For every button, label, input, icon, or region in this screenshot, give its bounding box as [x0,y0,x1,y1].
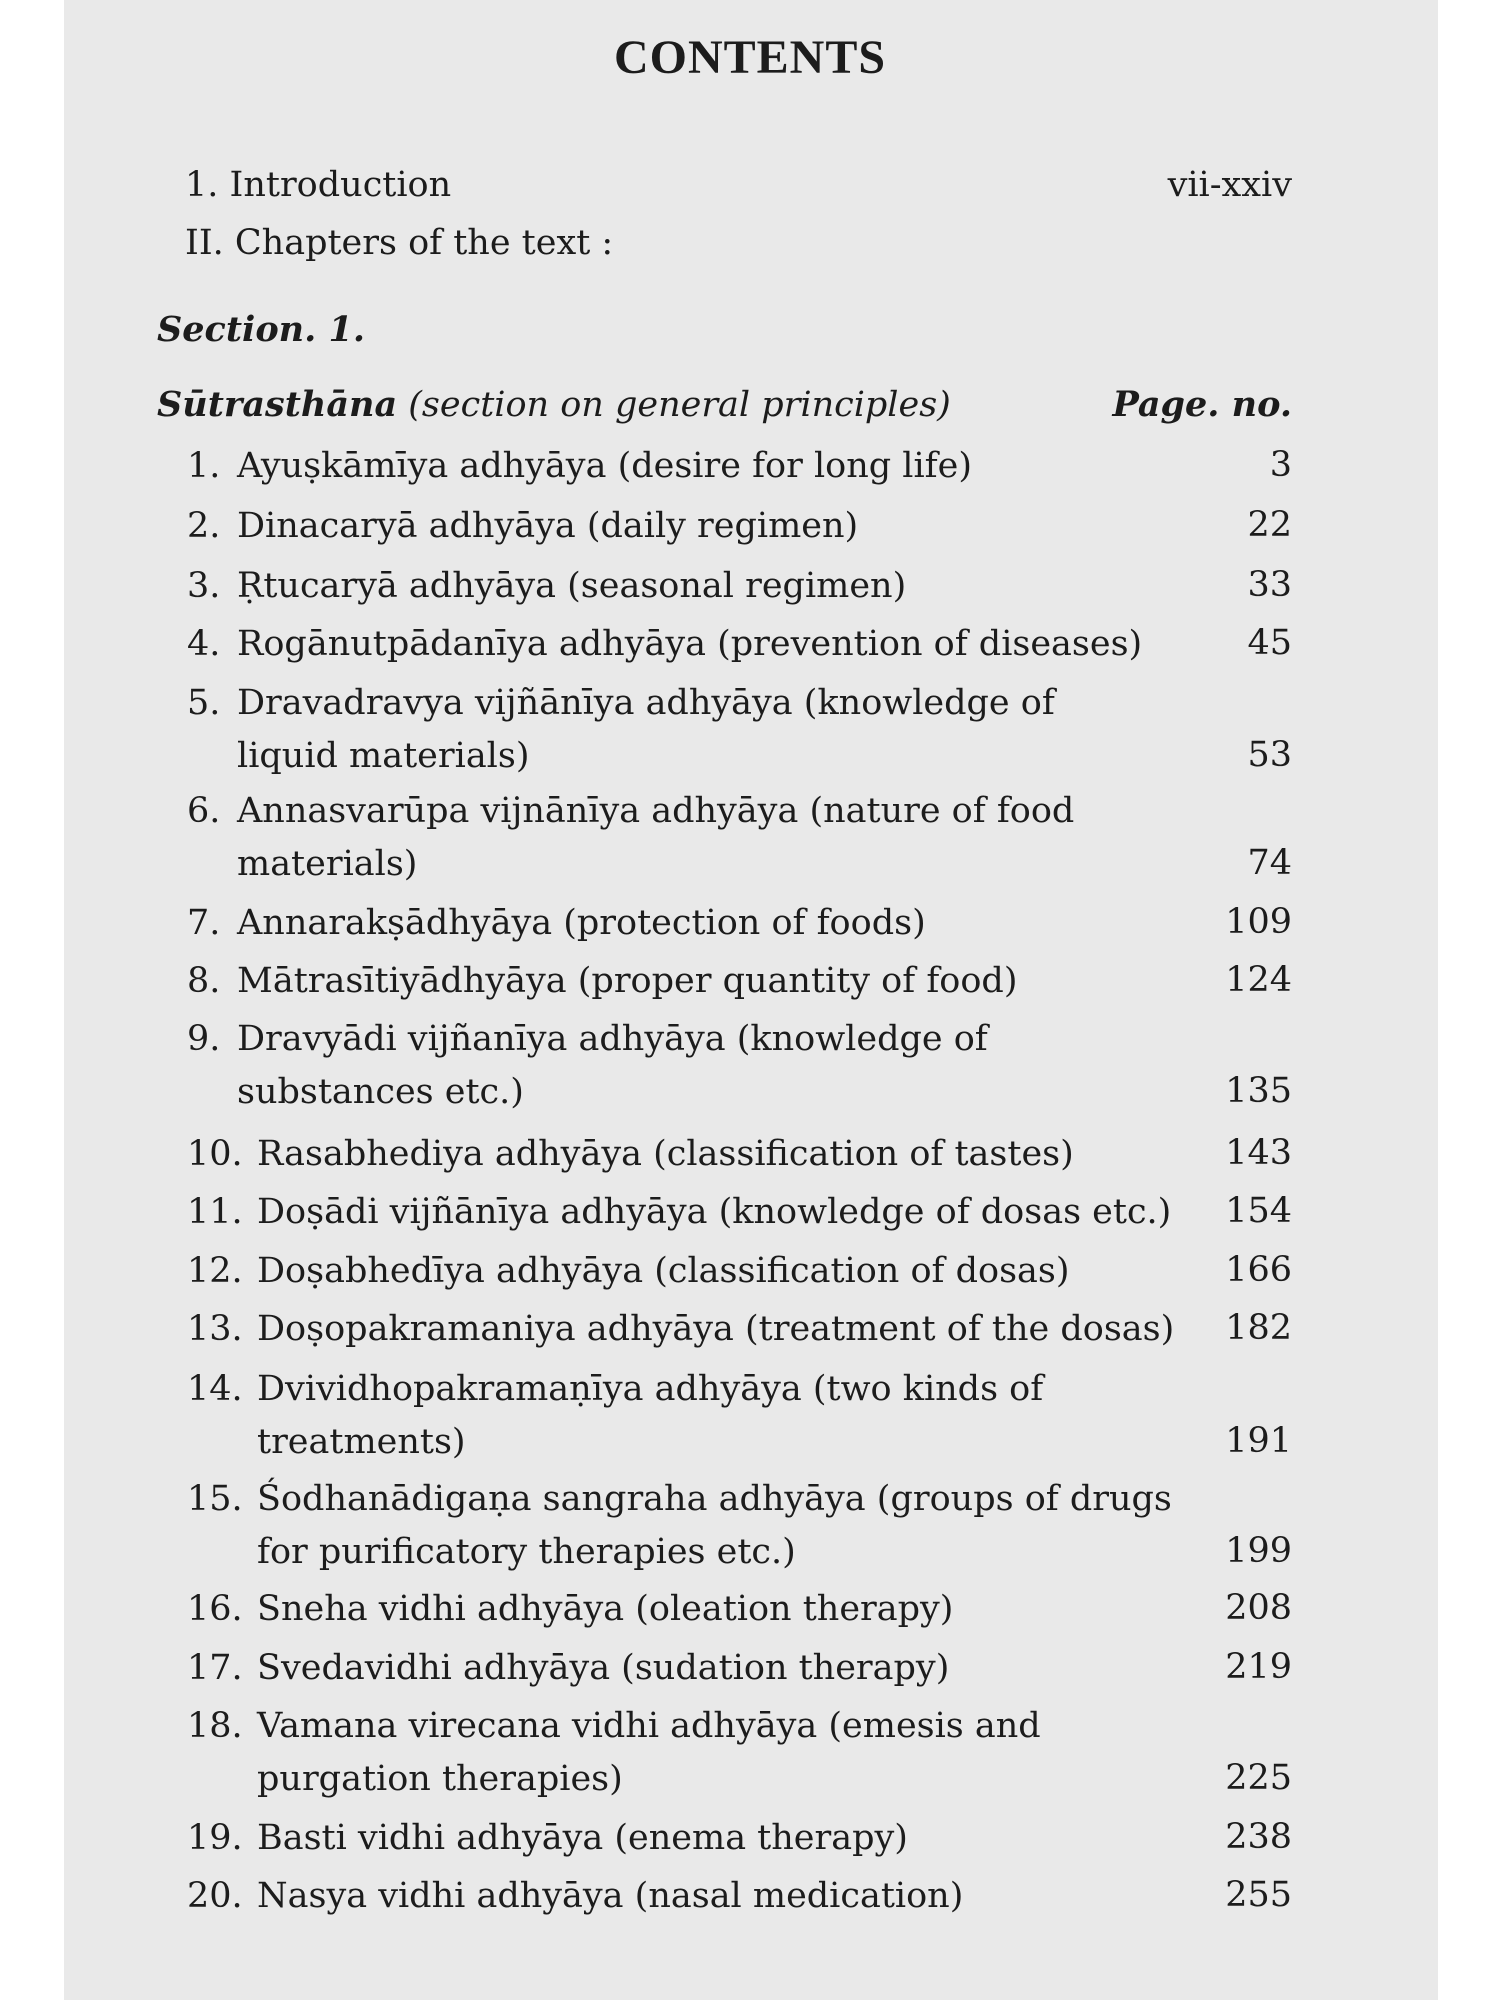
entry-page-number: 182 [1225,1308,1292,1348]
toc-entry [187,677,1302,782]
toc-entry [187,500,1302,552]
sutrasthana-desc: (section on general principles) [408,385,951,425]
entry-title: Rasabhediya adhyāya (classification of tastes) [257,1134,1074,1174]
entry-title: Sneha vidhi adhyāya (oleation therapy) [257,1589,954,1629]
entry-title: Vamana virecana vidhi adhyāya (emesis and [257,1706,1041,1746]
toc-entry [187,1013,1302,1118]
toc-entry [187,785,1302,890]
entry-page-number: 135 [1225,1071,1292,1111]
entry-title-continued: for purificatory therapies etc.) [257,1532,796,1572]
entry-title: Doṣabhedīya adhyāya (classification of dosas) [257,1251,1070,1291]
chapters-label: II. Chapters of the text : [185,223,614,263]
entry-title: Doṣādi vijñānīya adhyāya (knowledge of dosas etc.) [257,1192,1172,1232]
entry-title: Ṛtucaryā adhyāya (seasonal regimen) [237,566,907,606]
toc-entry [187,1128,1302,1180]
entry-number: 19. [187,1818,243,1858]
entry-page-number: 208 [1225,1588,1292,1628]
scan-margin-right [1438,0,1500,2000]
entry-page-number: 33 [1247,565,1292,605]
entry-number: 15. [187,1479,243,1519]
entry-number: 5. [187,683,221,723]
entry-number: 17. [187,1648,243,1688]
entry-number: 20. [187,1876,243,1916]
toc-entry [187,1473,1302,1578]
entry-number: 13. [187,1309,243,1349]
toc-entry [187,1700,1302,1805]
entry-page-number: 166 [1225,1250,1292,1290]
entry-number: 2. [187,506,221,546]
entry-page-number: 45 [1247,623,1292,663]
scan-margin-left [0,0,64,2000]
toc-entry [187,440,1302,492]
entry-title: Ayuṣkāmīya adhyāya (desire for long life) [237,446,972,486]
entry-page-number: 255 [1225,1875,1292,1915]
entry-page-number: 3 [1269,445,1292,485]
entry-number: 12. [187,1251,243,1291]
entry-title-continued: treatments) [257,1422,466,1462]
entry-number: 14. [187,1369,243,1409]
entry-page-number: 199 [1225,1531,1292,1571]
entry-page-number: 238 [1225,1817,1292,1857]
entry-page-number: 124 [1225,960,1292,1000]
toc-entry [187,1363,1302,1468]
entry-page-number: 74 [1247,843,1292,883]
entry-number: 6. [187,791,221,831]
entry-title: Basti vidhi adhyāya (enema therapy) [257,1818,908,1858]
toc-entry [187,897,1302,949]
toc-entry [187,1303,1302,1355]
entry-title-continued: liquid materials) [237,736,530,776]
sutrasthana-name: Sūtrasthāna [157,384,398,425]
toc-entry [187,1583,1302,1635]
page-title: CONTENTS [613,31,887,84]
entry-title: Svedavidhi adhyāya (sudation therapy) [257,1648,950,1688]
toc-entry [187,1812,1302,1864]
entry-title: Dravadravya vijñānīya adhyāya (knowledge of [237,683,1055,723]
entry-page-number: 225 [1225,1758,1292,1798]
entry-title: Doṣopakramaniya adhyāya (treatment of the dosas) [257,1309,1175,1349]
entry-page-number: 143 [1225,1133,1292,1173]
toc-entry [187,618,1302,670]
section-label: Section. 1. [157,309,366,350]
toc-entry [187,1186,1302,1238]
entry-title: Mātrasītiyādhyāya (proper quantity of food) [237,961,1018,1001]
entry-title-continued: substances etc.) [237,1072,524,1112]
entry-number: 7. [187,903,221,943]
entry-number: 11. [187,1192,243,1232]
toc-entry [187,1245,1302,1297]
entry-number: 4. [187,624,221,664]
entry-title: Annasvarūpa vijnānīya adhyāya (nature of food [237,791,1075,831]
intro-label: 1. Introduction [185,165,452,205]
entry-title: Annarakṣādhyāya (protection of foods) [237,903,926,943]
entry-number: 9. [187,1019,221,1059]
intro-page: vii-xxiv [1167,165,1292,205]
entry-number: 10. [187,1134,243,1174]
entry-page-number: 191 [1225,1421,1292,1461]
entry-page-number: 109 [1225,902,1292,942]
entry-title: Dravyādi vijñanīya adhyāya (knowledge of [237,1019,988,1059]
entry-number: 16. [187,1589,243,1629]
entry-title-continued: purgation therapies) [257,1759,623,1799]
toc-entry [187,955,1302,1007]
entry-page-number: 154 [1225,1191,1292,1231]
entry-title: Śodhanādigaṇa sangraha adhyāya (groups of drugs [257,1479,1172,1519]
page-number-header: Page. no. [1112,384,1292,425]
entry-number: 3. [187,566,221,606]
entry-title-continued: materials) [237,844,418,884]
toc-entry [187,560,1302,612]
toc-entry [187,1642,1302,1694]
entry-number: 18. [187,1706,243,1746]
entry-page-number: 53 [1247,735,1292,775]
entry-number: 8. [187,961,221,1001]
entry-title: Dvividhopakramaṇīya adhyāya (two kinds of [257,1369,1044,1409]
sutrasthana-heading [157,380,951,430]
entry-page-number: 22 [1247,505,1292,545]
toc-entry [187,1870,1302,1922]
entry-title: Nasya vidhi adhyāya (nasal medication) [257,1876,964,1916]
entry-title: Rogānutpādanīya adhyāya (prevention of diseases) [237,624,1143,664]
entry-number: 1. [187,446,221,486]
entry-title: Dinacaryā adhyāya (daily regimen) [237,506,859,546]
entry-page-number: 219 [1225,1647,1292,1687]
